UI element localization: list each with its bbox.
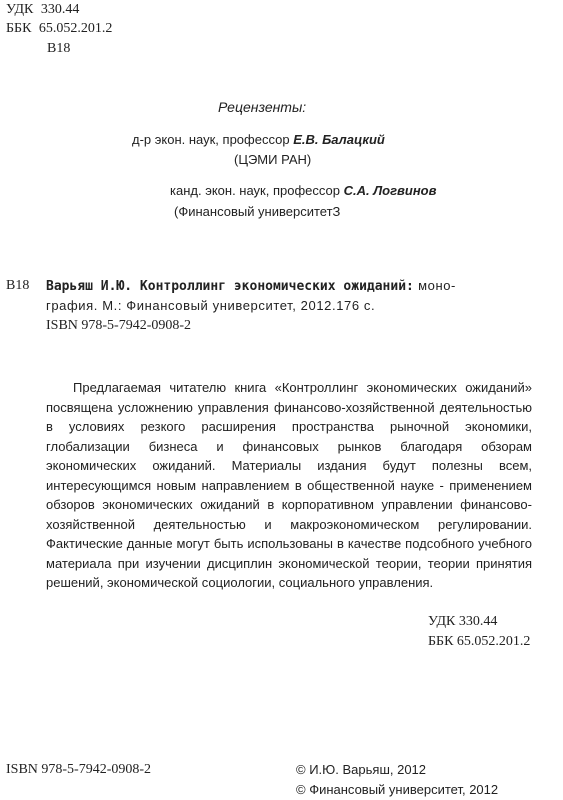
footer-isbn: ISBN 978-5-7942-0908-2 — [6, 762, 152, 777]
reviewer-2-org: (Финансовый университетЗ — [174, 204, 341, 219]
bbk-value: 65.052.201.2 — [38, 21, 113, 36]
annotation-text: Предлагаемая читателю книга «Контроллинг экономических ожиданий» посвящена усложнению управления финансово-хозяйственной деятельностью в условиях резкого расширения пространства рыночной экономики, глобализации бизнеса и финансовых рынков благодаря обзорам экономических ожиданий. Материалы издания будут полезны всем, интересующимся новым направлением в общественной науке - применением обзоров экономических ожиданий в корпоративном управлении финансово-хозяйственной деятельностью и макроэкономическом регулировании. Фактические данные могут быть использованы в качестве подсобного учебного материала при изучении дисциплин экономической теории, теории принятия решений, экономической социологии, социального управления. — [46, 380, 532, 590]
reviewer-1-name: Е.В. Балацкий — [293, 132, 385, 147]
annotation — [46, 378, 532, 593]
catalog-mark: В18 — [6, 278, 30, 293]
udk-label: УДК — [6, 2, 34, 17]
reviewer-1 — [132, 132, 385, 147]
annotation-udk: УДК 330.44 — [428, 614, 498, 629]
catalog-title-tail: моно- — [413, 278, 456, 293]
reviewer-1-org: (ЦЭМИ РАН) — [234, 152, 312, 167]
reviewer-2-name: С.А. Логвинов — [343, 183, 437, 198]
udk-value: 330.44 — [40, 2, 80, 17]
reviewer-1-degree: д-р экон. наук, профессор — [132, 132, 294, 147]
copyright-org: © Финансовый университет, 2012 — [296, 782, 499, 797]
reviewer-2-degree: канд. экон. наук, профессор — [170, 183, 344, 198]
reviewer-2 — [170, 183, 436, 198]
bbk-code — [6, 21, 112, 37]
author-mark: В18 — [47, 41, 71, 56]
catalog-isbn: ISBN 978-5-7942-0908-2 — [46, 318, 192, 333]
bbk-label: ББК — [6, 21, 32, 36]
catalog-title-line — [46, 278, 456, 294]
annotation-codes — [428, 612, 530, 652]
catalog-imprint: графия. М.: Финансовый университет, 2012.176 с. — [46, 298, 376, 313]
copyright-author: © И.Ю. Варьяш, 2012 — [296, 762, 427, 777]
reviewers-title: Рецензенты: — [218, 99, 307, 115]
annotation-bbk: ББК 65.052.201.2 — [428, 634, 531, 649]
udk-code — [6, 2, 79, 18]
catalog-title: Варьяш И.Ю. Контроллинг экономических ожиданий: — [46, 279, 414, 294]
